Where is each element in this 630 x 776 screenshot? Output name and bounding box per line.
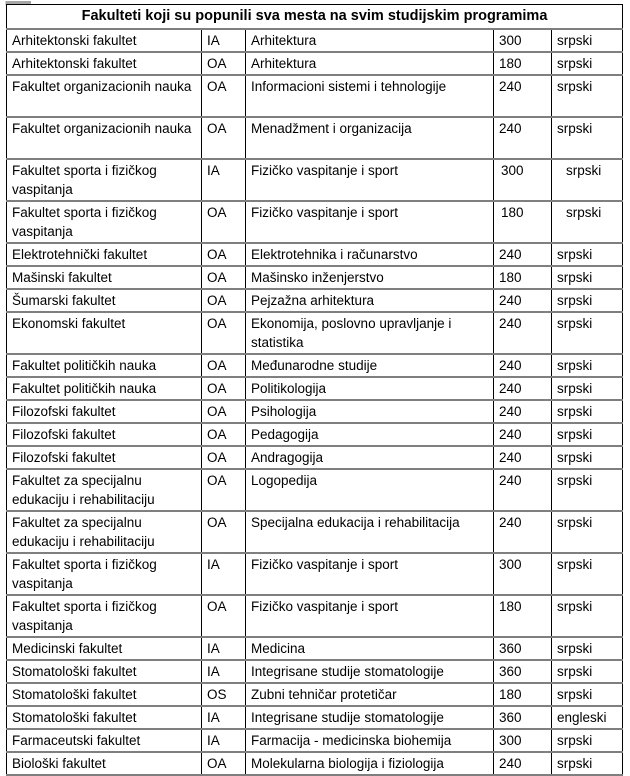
cell-program: Integrisane studije stomatologije bbox=[246, 706, 494, 729]
cell-faculty: Filozofski fakultet bbox=[7, 446, 202, 469]
cell-program: Psihologija bbox=[246, 400, 494, 423]
cell-program: Fizičko vaspitanje i sport bbox=[246, 201, 494, 243]
cell-program: Zubni tehničar protetičar bbox=[246, 683, 494, 706]
cell-program: Specijalna edukacija i rehabilitacija bbox=[246, 511, 494, 553]
cell-language: srpski bbox=[552, 201, 623, 243]
cell-faculty: Fakultet organizacionih nauka bbox=[7, 75, 202, 117]
cell-ects: 240 bbox=[494, 243, 552, 266]
table-row bbox=[7, 595, 623, 637]
cell-level: IA bbox=[202, 706, 246, 729]
table-row bbox=[7, 201, 623, 243]
table-row bbox=[7, 553, 623, 595]
table-row bbox=[7, 706, 623, 729]
cell-ects: 240 bbox=[494, 446, 552, 469]
cell-faculty: Arhitektonski fakultet bbox=[7, 52, 202, 75]
cell-language: srpski bbox=[552, 312, 623, 354]
cell-ects: 360 bbox=[494, 660, 552, 683]
table-row bbox=[7, 377, 623, 400]
cell-ects: 240 bbox=[494, 117, 552, 159]
cell-level: OA bbox=[202, 423, 246, 446]
cell-language: srpski bbox=[552, 553, 623, 595]
cell-ects: 240 bbox=[494, 752, 552, 775]
table-body bbox=[7, 5, 623, 776]
cell-program: Medicina bbox=[246, 637, 494, 660]
cell-level: OA bbox=[202, 400, 246, 423]
cell-language: srpski bbox=[552, 446, 623, 469]
cell-ects: 240 bbox=[494, 469, 552, 511]
cell-faculty: Fakultet sporta i fizičkog vaspitanja bbox=[7, 201, 202, 243]
cell-language: srpski bbox=[552, 29, 623, 52]
cell-faculty: Stomatološki fakultet bbox=[7, 660, 202, 683]
cell-level: IA bbox=[202, 29, 246, 52]
cell-language: srpski bbox=[552, 729, 623, 752]
cell-ects: 180 bbox=[494, 595, 552, 637]
cell-program: Fizičko vaspitanje i sport bbox=[246, 553, 494, 595]
cell-language: srpski bbox=[552, 289, 623, 312]
cell-level: OA bbox=[202, 595, 246, 637]
cell-program: Farmacija - medicinska biohemija bbox=[246, 729, 494, 752]
table-row bbox=[7, 266, 623, 289]
cell-faculty: Fakultet sporta i fizičkog vaspitanja bbox=[7, 595, 202, 637]
cell-faculty: Arhitektonski fakultet bbox=[7, 29, 202, 52]
cell-level: IA bbox=[202, 637, 246, 660]
cell-program: Međunarodne studije bbox=[246, 354, 494, 377]
cell-faculty: Ekonomski fakultet bbox=[7, 312, 202, 354]
cell-faculty: Mašinski fakultet bbox=[7, 266, 202, 289]
cell-program: Arhitektura bbox=[246, 52, 494, 75]
cell-program: Ekonomija, poslovno upravljanje i statistika bbox=[246, 312, 494, 354]
table-row bbox=[7, 469, 623, 511]
cell-language: srpski bbox=[552, 75, 623, 117]
cell-ects: 300 bbox=[494, 729, 552, 752]
cell-language: srpski bbox=[552, 52, 623, 75]
cell-faculty: Fakultet političkih nauka bbox=[7, 377, 202, 400]
table-row bbox=[7, 312, 623, 354]
cell-language: srpski bbox=[552, 377, 623, 400]
cell-faculty: Fakultet političkih nauka bbox=[7, 354, 202, 377]
cell-program: Fizičko vaspitanje i sport bbox=[246, 595, 494, 637]
table-row bbox=[7, 29, 623, 52]
cell-level: OA bbox=[202, 377, 246, 400]
cell-program: Molekularna biologija i fiziologija bbox=[246, 752, 494, 775]
table-row bbox=[7, 511, 623, 553]
cell-faculty: Farmaceutski fakultet bbox=[7, 729, 202, 752]
cell-program: Mašinsko inženjerstvo bbox=[246, 266, 494, 289]
cell-level: OA bbox=[202, 511, 246, 553]
cell-level: IA bbox=[202, 159, 246, 201]
cell-ects: 300 bbox=[494, 159, 552, 201]
cell-ects: 240 bbox=[494, 354, 552, 377]
cell-faculty: Stomatološki fakultet bbox=[7, 683, 202, 706]
cell-level: OA bbox=[202, 117, 246, 159]
cell-ects: 180 bbox=[494, 266, 552, 289]
cell-program: Menadžment i organizacija bbox=[246, 117, 494, 159]
cell-level: OA bbox=[202, 52, 246, 75]
cell-program: Politikologija bbox=[246, 377, 494, 400]
cell-language: srpski bbox=[552, 117, 623, 159]
cell-program: Informacioni sistemi i tehnologije bbox=[246, 75, 494, 117]
cell-program: Arhitektura bbox=[246, 29, 494, 52]
table-row bbox=[7, 117, 623, 159]
cell-level: OA bbox=[202, 75, 246, 117]
table-title: Fakulteti koji su popunili sva mesta na svim studijskim programima bbox=[7, 5, 623, 30]
table-row bbox=[7, 75, 623, 117]
cell-language: srpski bbox=[552, 637, 623, 660]
cell-faculty: Medicinski fakultet bbox=[7, 637, 202, 660]
cell-language: srpski bbox=[552, 469, 623, 511]
cell-faculty: Biološki fakultet bbox=[7, 752, 202, 775]
cell-ects: 240 bbox=[494, 511, 552, 553]
cell-level: IA bbox=[202, 553, 246, 595]
cell-faculty: Stomatološki fakultet bbox=[7, 706, 202, 729]
cell-faculty: Fakultet za specijalnu edukaciju i rehabilitaciju bbox=[7, 469, 202, 511]
faculties-table bbox=[6, 4, 623, 776]
cell-ects: 240 bbox=[494, 400, 552, 423]
cell-language: engleski bbox=[552, 706, 623, 729]
cell-level: OA bbox=[202, 469, 246, 511]
cell-faculty: Filozofski fakultet bbox=[7, 423, 202, 446]
cell-level: OA bbox=[202, 289, 246, 312]
cell-ects: 240 bbox=[494, 312, 552, 354]
cell-level: OA bbox=[202, 243, 246, 266]
table-row bbox=[7, 52, 623, 75]
table-row bbox=[7, 400, 623, 423]
cell-language: srpski bbox=[552, 660, 623, 683]
cell-level: OA bbox=[202, 312, 246, 354]
table-row bbox=[7, 729, 623, 752]
cell-ects: 240 bbox=[494, 75, 552, 117]
cell-faculty: Elektrotehnički fakultet bbox=[7, 243, 202, 266]
cell-faculty: Fakultet sporta i fizičkog vaspitanja bbox=[7, 159, 202, 201]
cell-program: Andragogija bbox=[246, 446, 494, 469]
cell-language: srpski bbox=[552, 159, 623, 201]
table-row bbox=[7, 423, 623, 446]
cell-faculty: Šumarski fakultet bbox=[7, 289, 202, 312]
cell-language: srpski bbox=[552, 423, 623, 446]
cell-ects: 240 bbox=[494, 289, 552, 312]
cell-faculty: Fakultet organizacionih nauka bbox=[7, 117, 202, 159]
cell-language: srpski bbox=[552, 752, 623, 775]
table-row bbox=[7, 159, 623, 201]
table-row bbox=[7, 289, 623, 312]
cell-language: srpski bbox=[552, 266, 623, 289]
cell-faculty: Filozofski fakultet bbox=[7, 400, 202, 423]
cell-faculty: Fakultet za specijalnu edukaciju i rehabilitaciju bbox=[7, 511, 202, 553]
cell-program: Integrisane studije stomatologije bbox=[246, 660, 494, 683]
cell-program: Fizičko vaspitanje i sport bbox=[246, 159, 494, 201]
cell-language: srpski bbox=[552, 683, 623, 706]
table-row bbox=[7, 660, 623, 683]
table-row bbox=[7, 637, 623, 660]
cell-level: OA bbox=[202, 446, 246, 469]
table-row bbox=[7, 243, 623, 266]
table-row bbox=[7, 354, 623, 377]
cell-program: Pedagogija bbox=[246, 423, 494, 446]
cell-program: Pejzažna arhitektura bbox=[246, 289, 494, 312]
cell-language: srpski bbox=[552, 511, 623, 553]
cell-faculty: Fakultet sporta i fizičkog vaspitanja bbox=[7, 553, 202, 595]
cell-language: srpski bbox=[552, 595, 623, 637]
cell-level: IA bbox=[202, 660, 246, 683]
cell-level: OA bbox=[202, 266, 246, 289]
cell-level: OA bbox=[202, 201, 246, 243]
cell-program: Logopedija bbox=[246, 469, 494, 511]
cell-ects: 300 bbox=[494, 29, 552, 52]
table-row bbox=[7, 752, 623, 775]
cell-ects: 240 bbox=[494, 377, 552, 400]
cell-ects: 180 bbox=[494, 52, 552, 75]
cell-ects: 360 bbox=[494, 637, 552, 660]
cell-level: OA bbox=[202, 752, 246, 775]
cell-ects: 240 bbox=[494, 423, 552, 446]
cell-level: OS bbox=[202, 683, 246, 706]
cell-ects: 180 bbox=[494, 683, 552, 706]
table-row bbox=[7, 446, 623, 469]
cell-level: IA bbox=[202, 729, 246, 752]
cell-ects: 180 bbox=[494, 201, 552, 243]
cell-language: srpski bbox=[552, 400, 623, 423]
table-title-row bbox=[7, 5, 623, 30]
cell-program: Elektrotehnika i računarstvo bbox=[246, 243, 494, 266]
cell-language: srpski bbox=[552, 243, 623, 266]
cell-level: OA bbox=[202, 354, 246, 377]
cell-language: srpski bbox=[552, 354, 623, 377]
cell-ects: 360 bbox=[494, 706, 552, 729]
cell-ects: 300 bbox=[494, 553, 552, 595]
